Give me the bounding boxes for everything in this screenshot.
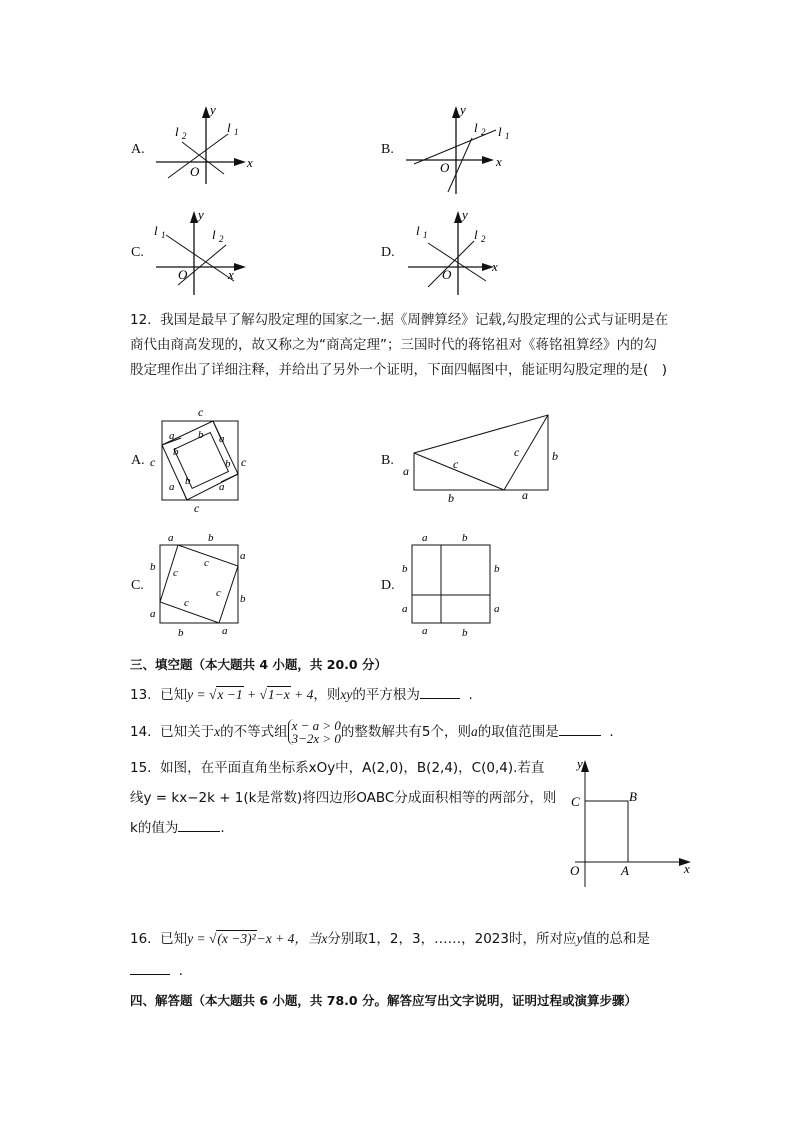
q11-option-d-label: D. bbox=[381, 245, 395, 260]
svg-text:O: O bbox=[440, 160, 450, 175]
svg-text:b: b bbox=[552, 449, 558, 463]
question-14: 14. 已知关于x的不等式组 x − a > 0 3−2x > 0 的整数解共有5个，则a的取值范围是 . bbox=[130, 718, 614, 746]
origin-label: O bbox=[190, 164, 200, 179]
svg-text:1: 1 bbox=[423, 230, 428, 240]
q12-option-d-figure bbox=[398, 528, 508, 640]
svg-text:b: b bbox=[462, 627, 468, 639]
svg-text:c: c bbox=[198, 405, 204, 419]
q12-line-2: 商代由商高发现的，故又称之为“商高定理”；三国时代的蒋铭祖对《蒋铭祖算经》内的勾 bbox=[130, 337, 657, 353]
svg-text:b: b bbox=[198, 429, 204, 441]
svg-text:l: l bbox=[154, 223, 158, 238]
svg-text:1: 1 bbox=[161, 230, 166, 240]
svg-text:a: a bbox=[422, 532, 428, 544]
svg-text:a: a bbox=[402, 603, 408, 615]
svg-text:x: x bbox=[228, 267, 234, 282]
svg-text:y: y bbox=[577, 756, 583, 771]
svg-text:1: 1 bbox=[505, 131, 510, 141]
q11-option-b-graph bbox=[400, 100, 520, 200]
q12-option-b-label: B. bbox=[381, 453, 394, 468]
svg-text:c: c bbox=[173, 567, 178, 579]
svg-text:C: C bbox=[571, 794, 580, 809]
svg-text:y: y bbox=[460, 102, 466, 117]
q11-option-c-label: C. bbox=[131, 245, 144, 260]
svg-text:O: O bbox=[442, 267, 452, 282]
svg-text:l: l bbox=[498, 124, 502, 139]
svg-text:1: 1 bbox=[234, 127, 239, 137]
svg-text:a: a bbox=[522, 488, 528, 502]
svg-text:x: x bbox=[492, 259, 498, 274]
svg-text:x: x bbox=[496, 154, 502, 169]
answer-blank[interactable] bbox=[559, 721, 601, 736]
question-13: 13. 已知y = √x −1 + √1−x + 4，则xy的平方根为 . bbox=[130, 684, 473, 706]
q12-line-1: 我国是最早了解勾股定理的国家之一.据《周髀算经》记载,勾股定理的公式与证明是在 bbox=[160, 312, 669, 328]
svg-text:c: c bbox=[184, 597, 189, 609]
svg-text:y: y bbox=[198, 207, 204, 222]
q15-coordinate-figure bbox=[565, 752, 695, 892]
svg-text:a: a bbox=[169, 430, 175, 442]
svg-text:y: y bbox=[462, 207, 468, 222]
answer-blank[interactable] bbox=[420, 684, 460, 699]
svg-text:a: a bbox=[403, 464, 409, 478]
question-number: 12. bbox=[130, 312, 152, 328]
svg-text:b: b bbox=[208, 532, 214, 544]
svg-text:2: 2 bbox=[219, 234, 224, 244]
q11-option-a-graph bbox=[150, 100, 260, 190]
svg-text:b: b bbox=[448, 491, 454, 505]
section-3-title: 三、填空题（本大题共 4 小题，共 20.0 分） bbox=[130, 657, 387, 672]
x-axis-label: x bbox=[247, 155, 253, 170]
q11-option-d-graph bbox=[400, 205, 510, 297]
svg-text:a: a bbox=[219, 481, 225, 493]
svg-text:b: b bbox=[402, 563, 408, 575]
svg-text:a: a bbox=[150, 608, 156, 620]
q12-option-a-label: A. bbox=[131, 453, 145, 468]
q12-option-b-figure bbox=[398, 408, 568, 506]
svg-text:2: 2 bbox=[481, 127, 486, 137]
svg-text:b: b bbox=[150, 561, 156, 573]
svg-text:O: O bbox=[178, 267, 188, 282]
svg-text:b: b bbox=[240, 593, 246, 605]
svg-text:a: a bbox=[169, 481, 175, 493]
q11-option-c-graph bbox=[150, 205, 260, 297]
svg-text:2: 2 bbox=[481, 234, 486, 244]
svg-text:c: c bbox=[453, 457, 459, 471]
q11-option-a-label: A. bbox=[131, 142, 145, 157]
svg-text:l: l bbox=[227, 120, 231, 135]
q12-option-c-label: C. bbox=[131, 578, 144, 593]
svg-text:b: b bbox=[462, 532, 468, 544]
svg-text:c: c bbox=[150, 455, 156, 469]
y-axis-label: y bbox=[210, 102, 216, 117]
svg-text:b: b bbox=[225, 458, 231, 470]
q11-option-b-label: B. bbox=[381, 142, 394, 157]
svg-text:c: c bbox=[514, 445, 520, 459]
svg-text:A: A bbox=[621, 863, 629, 878]
svg-text:B: B bbox=[629, 789, 637, 804]
question-15: 15. 如图，在平面直角坐标系xOy中，A(2,0)，B(2,4)，C(0,4).若直 线y = kx−2k + 1(k是常数)将四边形OABC分成面积相等的两部分，则 k的值为 . bbox=[130, 760, 557, 836]
svg-text:l: l bbox=[416, 223, 420, 238]
answer-blank[interactable] bbox=[130, 960, 170, 975]
svg-text:c: c bbox=[216, 587, 221, 599]
svg-text:a: a bbox=[219, 433, 225, 445]
svg-text:2: 2 bbox=[182, 131, 187, 141]
q12-option-d-label: D. bbox=[381, 578, 395, 593]
svg-text:O: O bbox=[570, 863, 580, 878]
svg-text:a: a bbox=[240, 550, 246, 562]
svg-text:c: c bbox=[204, 557, 209, 569]
svg-text:l: l bbox=[474, 120, 478, 135]
svg-text:b: b bbox=[178, 627, 184, 639]
svg-text:a: a bbox=[168, 532, 174, 544]
svg-text:b: b bbox=[185, 475, 191, 487]
q12-option-c-figure bbox=[146, 528, 256, 640]
svg-text:c: c bbox=[241, 455, 247, 469]
svg-text:l: l bbox=[175, 124, 179, 139]
q12-line-3: 股定理作出了详细注释，并给出了另外一个证明，下面四幅图中，能证明勾股定理的是( ) bbox=[130, 362, 668, 378]
q12-option-a-figure bbox=[145, 402, 255, 514]
svg-text:a: a bbox=[222, 625, 228, 637]
svg-text:l: l bbox=[474, 227, 478, 242]
svg-text:c: c bbox=[194, 501, 200, 514]
svg-text:a: a bbox=[494, 603, 500, 615]
section-4-title: 四、解答题（本大题共 6 小题，共 78.0 分。解答应写出文字说明，证明过程或演算步骤） bbox=[130, 993, 637, 1008]
svg-text:x: x bbox=[684, 861, 690, 876]
svg-text:b: b bbox=[173, 446, 179, 458]
question-16: 16. 已知y = √(x −3)²−x + 4，当x分别取1，2，3，……，2023时，所对应y值的总和是 . bbox=[130, 931, 650, 979]
answer-blank[interactable] bbox=[178, 817, 220, 832]
question-12 bbox=[130, 309, 710, 381]
svg-text:l: l bbox=[212, 227, 216, 242]
svg-text:b: b bbox=[494, 563, 500, 575]
svg-text:a: a bbox=[422, 625, 428, 637]
